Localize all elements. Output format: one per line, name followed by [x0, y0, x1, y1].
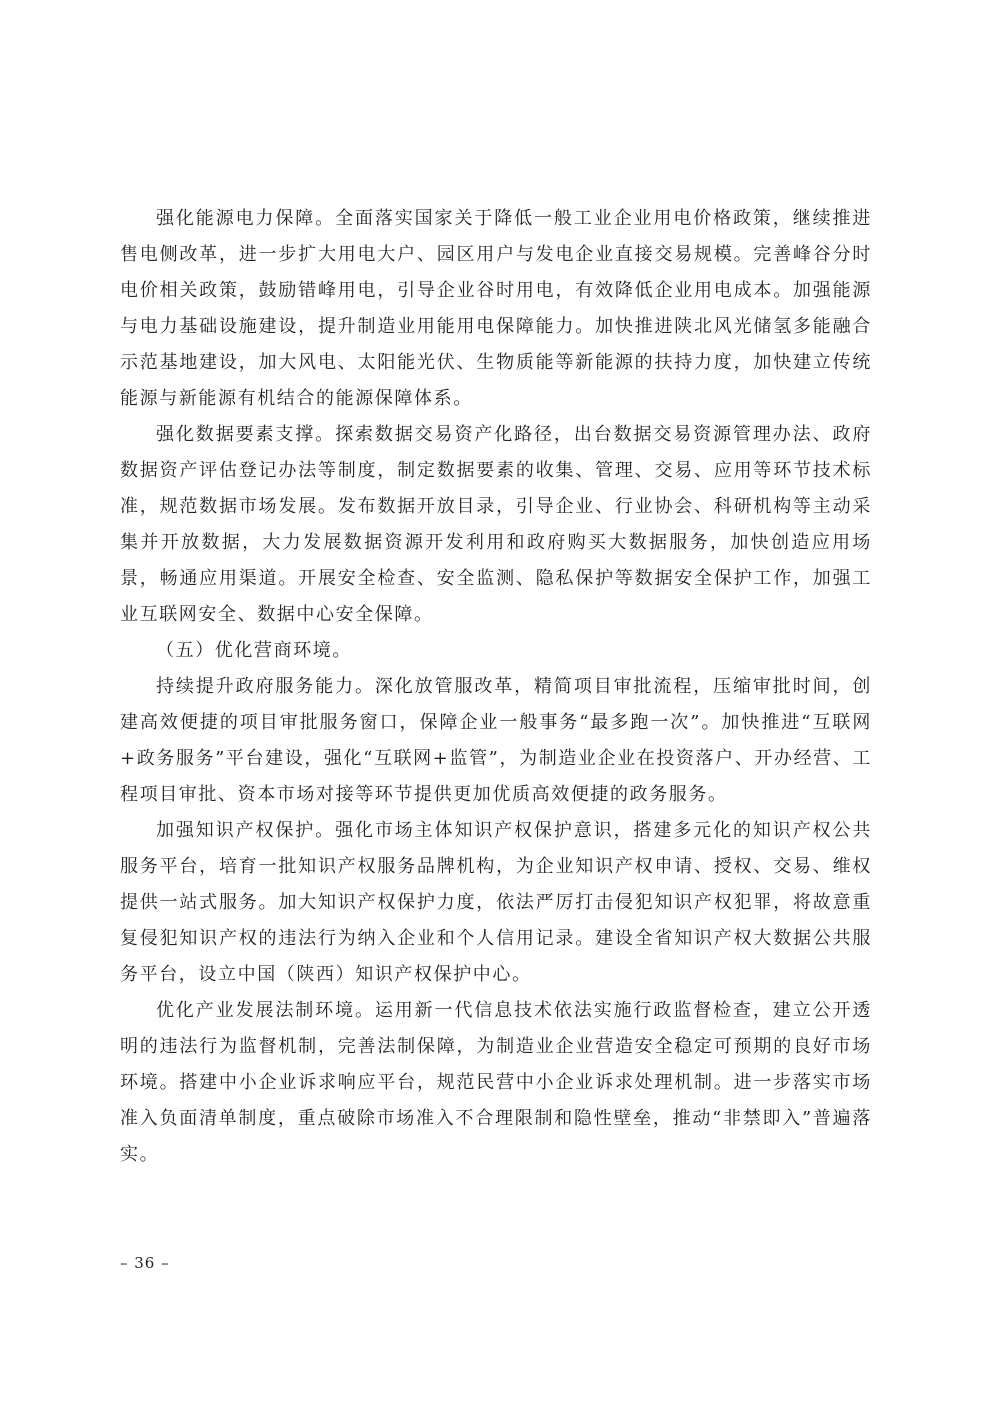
page-body — [120, 201, 872, 1173]
paragraph-data-elements: 强化数据要素支撑。探索数据交易资产化路径，出台数据交易资源管理办法、政府数据资产评估登记办法等制度，制定数据要素的收集、管理、交易、应用等环节技术标准，规范数据市场发展。发布数据开放目录，引导企业、行业协会、科研机构等主动采集并开放数据，大力发展数据资源开发利用和政府购买大数据服务，加快创造应用场景，畅通应用渠道。开展安全检查、安全监测、隐私保护等数据安全保护工作，加强工业互联网安全、数据中心安全保障。 — [120, 424, 872, 625]
paragraph-government-services: 持续提升政府服务能力。深化放管服改革，精简项目审批流程，压缩审批时间，创建高效便捷的项目审批服务窗口，保障企业一般事务“最多跑一次”。加快推进“互联网+政务服务”平台建设，强化“互联网+监管”，为制造业企业在投资落户、开办经营、工程项目审批、资本市场对接等环节提供更加优质高效便捷的政务服务。 — [120, 676, 872, 805]
page-number: – 36 – — [120, 1254, 170, 1272]
section-heading-business-environment: （五）优化营商环境。 — [156, 640, 352, 661]
paragraph-legal-environment: 优化产业发展法制环境。运用新一代信息技术依法实施行政监督检查，建立公开透明的违法行为监督机制，完善法制保障，为制造业企业营造安全稳定可预期的良好市场环境。搭建中小企业诉求响应平台，规范民营中小企业诉求处理机制。进一步落实市场准入负面清单制度，重点破除市场准入不合理限制和隐性壁垒，推动“非禁即入”普遍落实。 — [120, 1000, 872, 1165]
paragraph-energy-power: 强化能源电力保障。全面落实国家关于降低一般工业企业用电价格政策，继续推进售电侧改革，进一步扩大用电大户、园区用户与发电企业直接交易规模。完善峰谷分时电价相关政策，鼓励错峰用电，引导企业谷时用电，有效降低企业用电成本。加强能源与电力基础设施建设，提升制造业用能用电保障能力。加快推进陕北风光储氢多能融合示范基地建设，加大风电、太阳能光伏、生物质能等新能源的扶持力度，加快建立传统能源与新能源有机结合的能源保障体系。 — [120, 208, 872, 409]
paragraph-ip-protection: 加强知识产权保护。强化市场主体知识产权保护意识，搭建多元化的知识产权公共服务平台，培育一批知识产权服务品牌机构，为企业知识产权申请、授权、交易、维权提供一站式服务。加大知识产权保护力度，依法严厉打击侵犯知识产权犯罪，将故意重复侵犯知识产权的违法行为纳入企业和个人信用记录。建设全省知识产权大数据公共服务平台，设立中国（陕西）知识产权保护中心。 — [120, 820, 872, 985]
